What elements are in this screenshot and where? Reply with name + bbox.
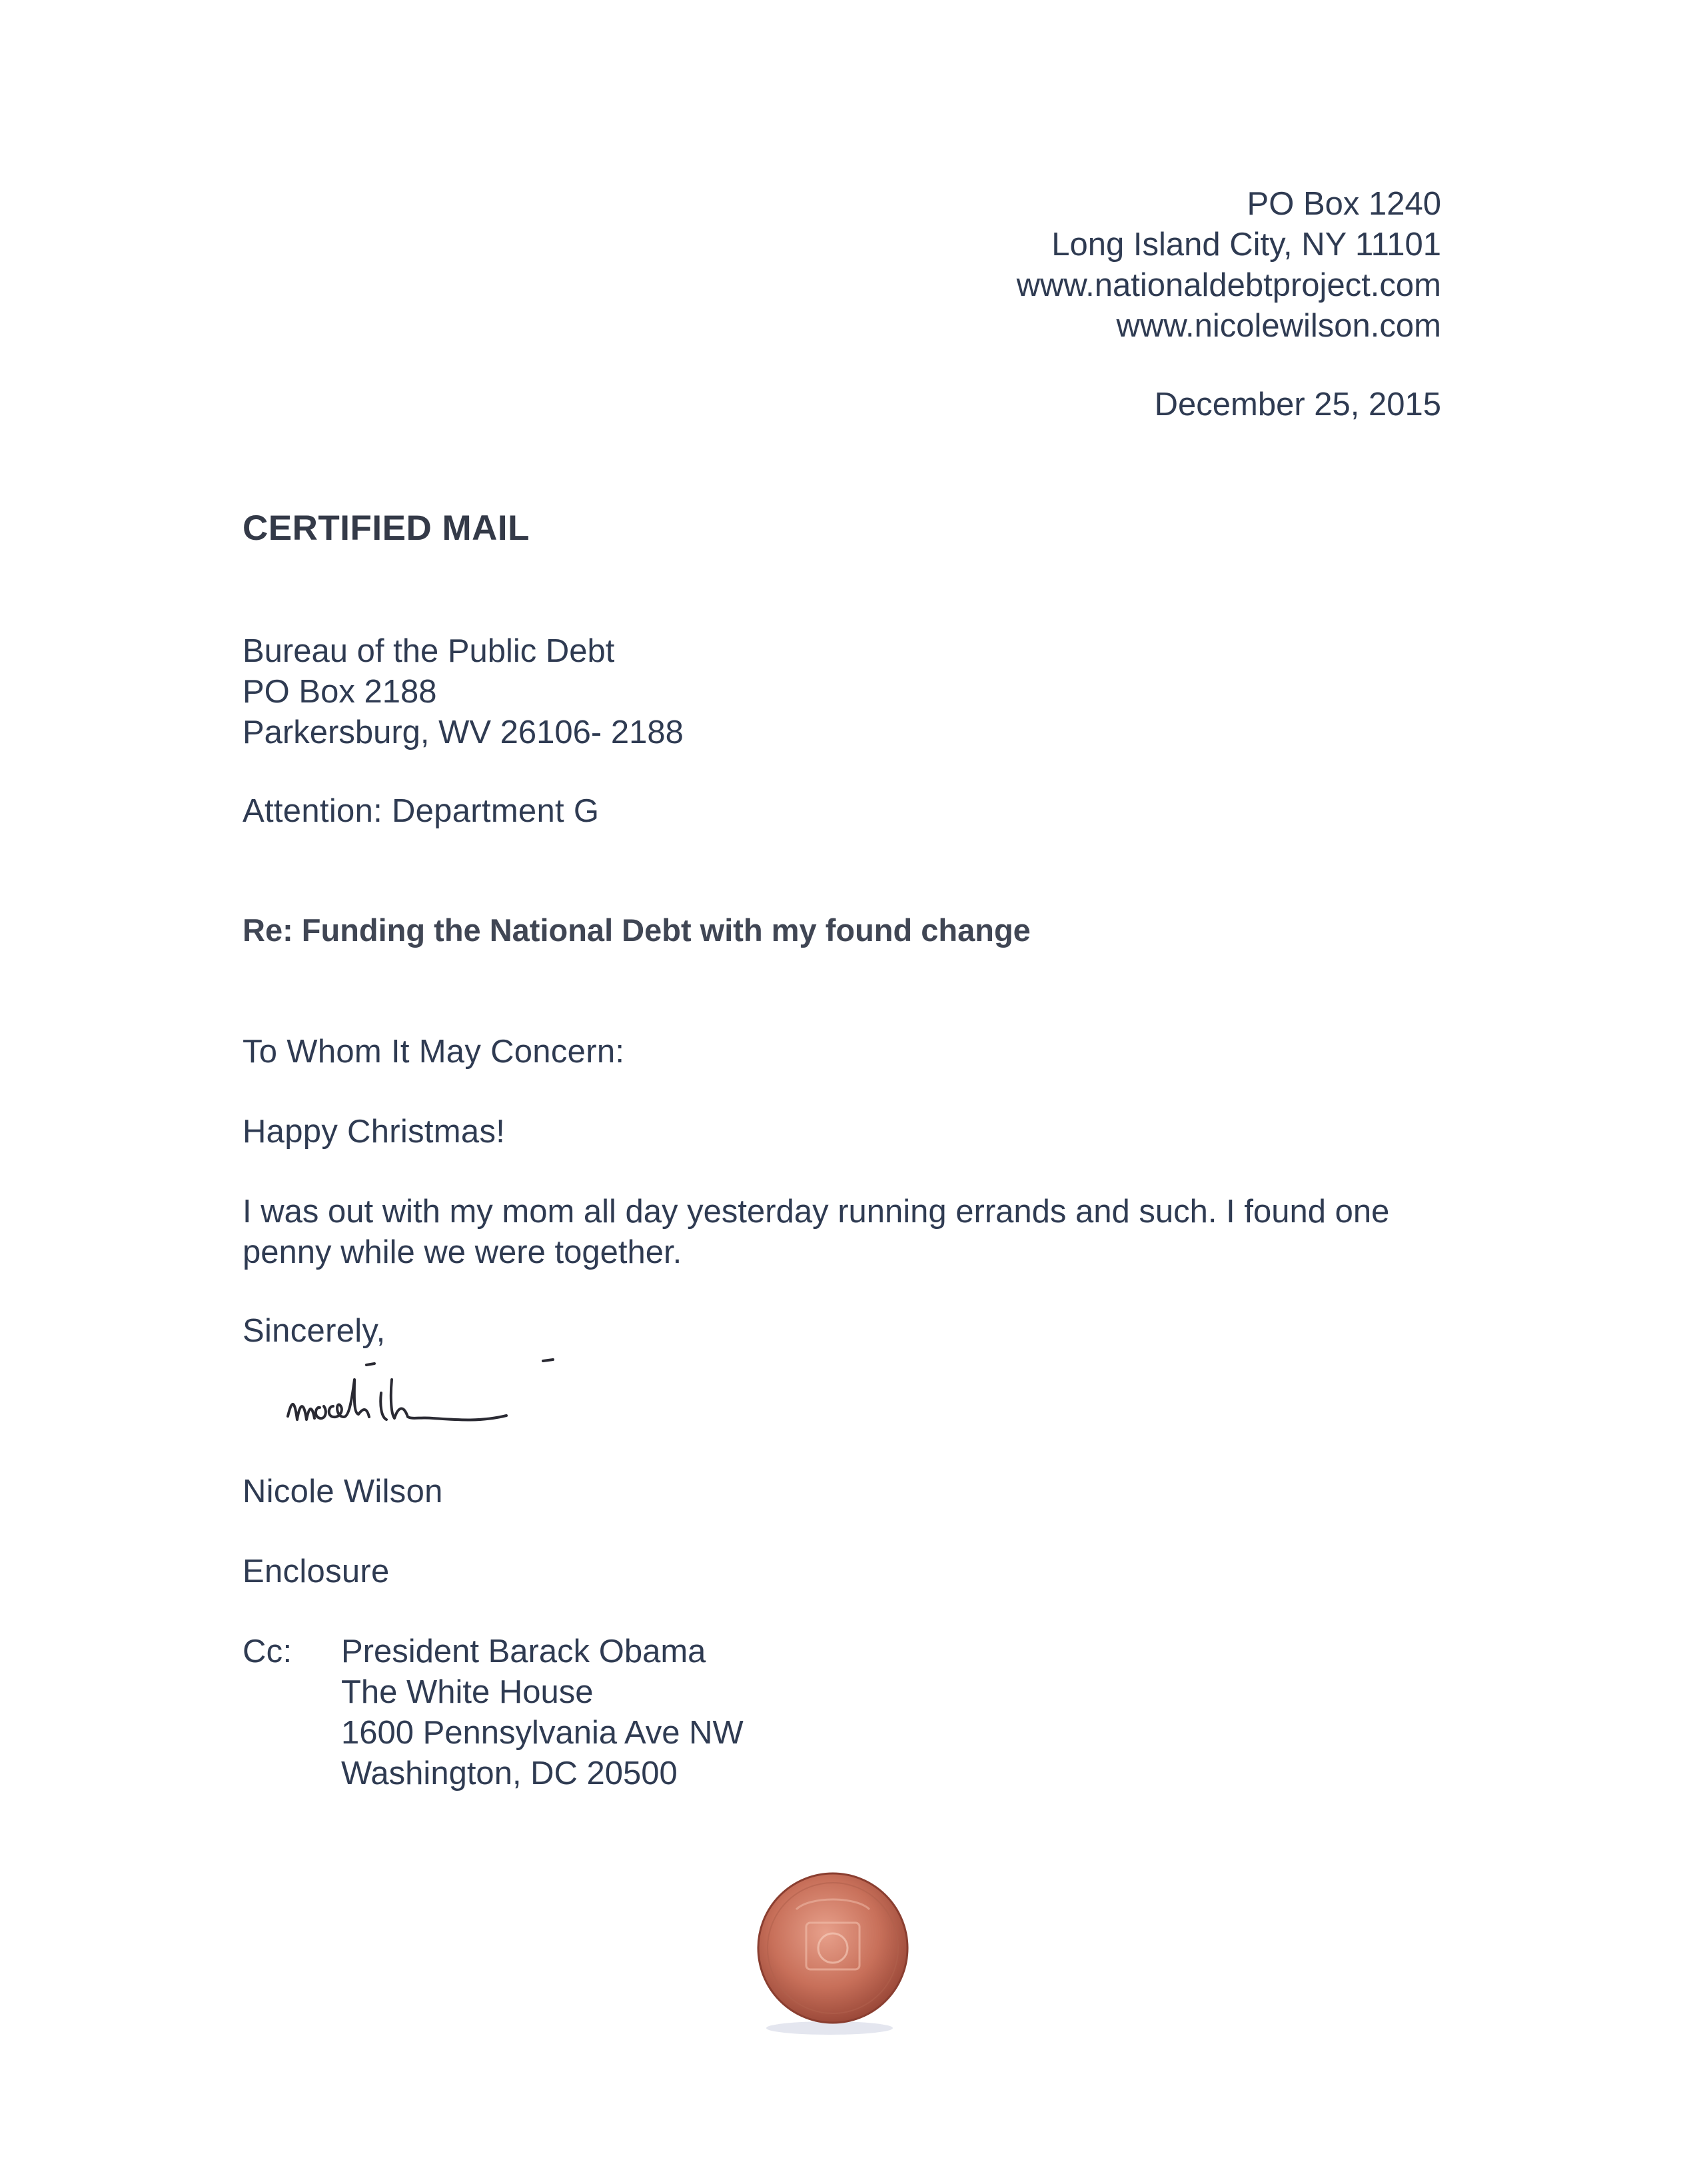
enclosure-note: Enclosure (243, 1554, 390, 1590)
subject-line: Re: Funding the National Debt with my found change (243, 912, 1031, 948)
certified-mail-heading: CERTIFIED MAIL (243, 509, 530, 548)
sender-website-2: www.nicolewilson.com (1116, 308, 1441, 344)
cc-label: Cc: (243, 1634, 292, 1669)
signer-name: Nicole Wilson (243, 1474, 443, 1510)
penny-icon (750, 1869, 916, 2043)
sender-address (1017, 184, 1441, 347)
cc-recipient (341, 1632, 744, 1794)
body-paragraph: I was out with my mom all day yesterday running errands and such. I found one penny while we were together. (243, 1194, 1390, 1270)
cc-line1: President Barack Obama (341, 1634, 706, 1669)
recipient-name: Bureau of the Public Debt (243, 633, 615, 669)
cc-line3: 1600 Pennsylvania Ave NW (341, 1715, 744, 1751)
letter-date: December 25, 2015 (1154, 387, 1441, 423)
cc-line4: Washington, DC 20500 (341, 1755, 678, 1791)
attention-line: Attention: Department G (243, 793, 600, 829)
greeting: Happy Christmas! (243, 1114, 506, 1150)
recipient-address (243, 631, 684, 753)
cc-line2: The White House (341, 1674, 594, 1710)
sender-address-line2: Long Island City, NY 11101 (1051, 227, 1441, 263)
recipient-address-line2: Parkersburg, WV 26106- 2188 (243, 714, 684, 750)
signature-icon (280, 1353, 626, 1446)
salutation: To Whom It May Concern: (243, 1034, 625, 1070)
sender-website-1: www.nationaldebtproject.com (1016, 267, 1441, 303)
sender-address-line1: PO Box 1240 (1247, 186, 1441, 222)
closing: Sincerely, (243, 1313, 386, 1349)
recipient-address-line1: PO Box 2188 (243, 674, 437, 710)
